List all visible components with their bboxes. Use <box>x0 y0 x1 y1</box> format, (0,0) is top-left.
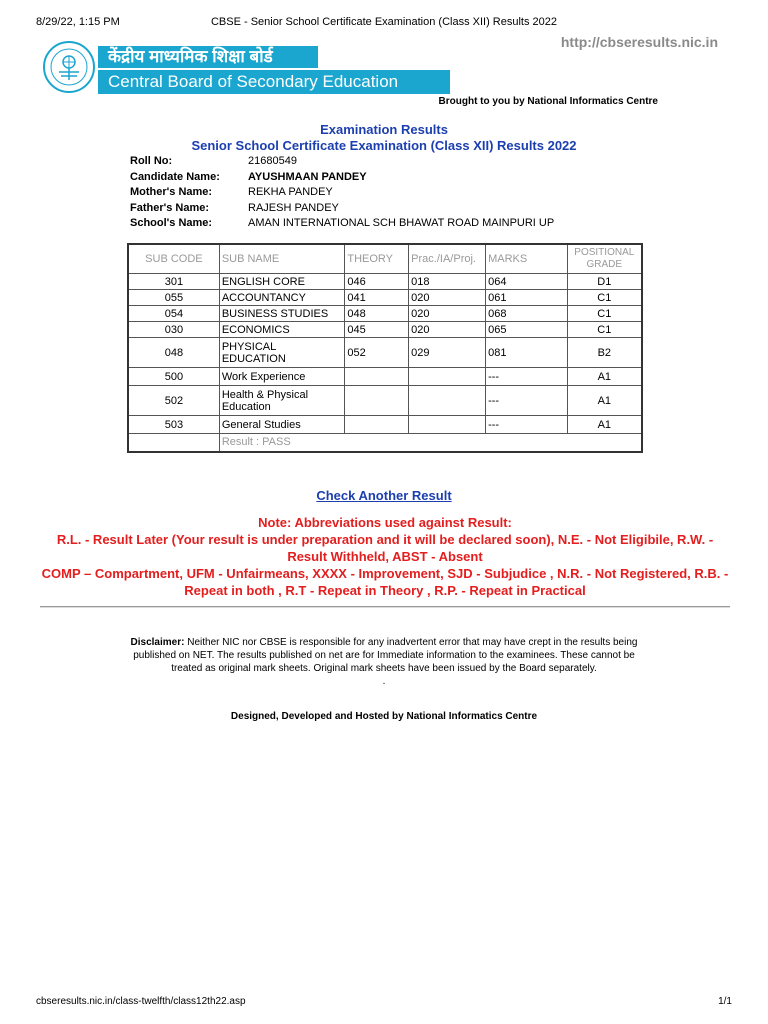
abbreviation-note <box>40 514 730 599</box>
cell-name: Health & Physical Education <box>219 386 345 416</box>
brought-by-text: Brought to you by National Informatics Centre <box>438 96 658 107</box>
disclaimer-text: Neither NIC nor CBSE is responsible for any inadvertent error that may have crept in the results being published on NET. The results published on net are for Immediate information to the examinees. These cannot be treated as original mark sheets. Original mark sheets have been issued by the Board separately. <box>133 637 638 674</box>
cell-name: General Studies <box>219 416 345 434</box>
cell-theory: 041 <box>345 290 409 306</box>
cell-theory: 046 <box>345 274 409 290</box>
footer-url: cbseresults.nic.in/class-twelfth/class12th22.asp <box>36 996 246 1007</box>
cell-code: 502 <box>128 386 219 416</box>
disclaimer-label: Disclaimer: <box>130 637 185 648</box>
cell-marks: 068 <box>486 306 568 322</box>
cell-prac <box>409 368 486 386</box>
candidate-label: Candidate Name: <box>130 171 220 183</box>
table-row <box>128 386 642 416</box>
cell-prac: 020 <box>409 322 486 338</box>
school-label: School's Name: <box>130 217 213 229</box>
cell-code: 503 <box>128 416 219 434</box>
cell-grade: A1 <box>567 386 642 416</box>
note-title: Note: Abbreviations used against Result: <box>258 515 512 530</box>
designed-by: Designed, Developed and Hosted by National Informatics Centre <box>230 711 538 722</box>
cell-name: BUSINESS STUDIES <box>219 306 345 322</box>
cell-code: 301 <box>128 274 219 290</box>
col-sub-code: SUB CODE <box>128 244 219 274</box>
footer-page-number: 1/1 <box>718 996 732 1007</box>
cell-grade: C1 <box>567 322 642 338</box>
cell-marks: 061 <box>486 290 568 306</box>
marks-table <box>127 243 643 453</box>
cell-grade: D1 <box>567 274 642 290</box>
col-sub-name: SUB NAME <box>219 244 345 274</box>
cell-name: ECONOMICS <box>219 322 345 338</box>
cell-theory <box>345 368 409 386</box>
cell-theory: 048 <box>345 306 409 322</box>
board-name-english: Central Board of Secondary Education <box>98 70 450 94</box>
roll-label: Roll No: <box>130 155 173 167</box>
print-datetime: 8/29/22, 1:15 PM <box>36 16 120 28</box>
exam-title: Senior School Certificate Examination (Class XII) Results 2022 <box>191 138 577 153</box>
note-line-2: COMP – Compartment, UFM - Unfairmeans, XXXX - Improvement, SJD - Subjudice , N.R. - Not Registered, R.B. - Repeat in both , R.T - Repeat in Theory , R.P. - Repeat in Practical <box>41 566 729 598</box>
cell-code: 500 <box>128 368 219 386</box>
cell-theory <box>345 386 409 416</box>
table-header-row <box>128 244 642 274</box>
col-marks: MARKS <box>486 244 568 274</box>
cell-marks: --- <box>486 368 568 386</box>
father-value: RAJESH PANDEY <box>248 202 339 214</box>
col-theory: THEORY <box>345 244 409 274</box>
cell-name: Work Experience <box>219 368 345 386</box>
check-another-result-link[interactable]: Check Another Result <box>316 488 452 503</box>
father-label: Father's Name: <box>130 202 210 214</box>
disclaimer <box>126 636 642 688</box>
cell-code: 054 <box>128 306 219 322</box>
cell-prac: 020 <box>409 306 486 322</box>
table-row <box>128 338 642 368</box>
table-row <box>128 306 642 322</box>
table-row <box>128 290 642 306</box>
cell-prac <box>409 386 486 416</box>
cell-marks: 065 <box>486 322 568 338</box>
cell-name: ENGLISH CORE <box>219 274 345 290</box>
cell-prac: 018 <box>409 274 486 290</box>
cell-name: PHYSICAL EDUCATION <box>219 338 345 368</box>
cell-theory: 045 <box>345 322 409 338</box>
mother-label: Mother's Name: <box>130 186 213 198</box>
cell-code: 055 <box>128 290 219 306</box>
note-line-1: R.L. - Result Later (Your result is under preparation and it will be declared soon), N.E. - Not Eligibile, R.W. - Result Withheld, ABST - Absent <box>56 532 714 564</box>
cell-code: 048 <box>128 338 219 368</box>
site-url[interactable]: http://cbseresults.nic.in <box>560 34 718 50</box>
table-row <box>128 416 642 434</box>
results-heading: Examination Results <box>320 122 448 137</box>
cell-marks: --- <box>486 416 568 434</box>
cell-grade: C1 <box>567 290 642 306</box>
cell-grade: C1 <box>567 306 642 322</box>
print-page-title: CBSE - Senior School Certificate Examination (Class XII) Results 2022 <box>210 16 558 28</box>
cell-theory <box>345 416 409 434</box>
result-status: Result : PASS <box>219 434 642 452</box>
cell-grade: B2 <box>567 338 642 368</box>
table-row <box>128 274 642 290</box>
cell-name: ACCOUNTANCY <box>219 290 345 306</box>
school-value: AMAN INTERNATIONAL SCH BHAWAT ROAD MAINPURI UP <box>248 217 555 229</box>
cell-prac <box>409 416 486 434</box>
candidate-value: AYUSHMAAN PANDEY <box>248 171 367 183</box>
board-name-hindi: केंद्रीय माध्यमिक शिक्षा बोर्ड <box>98 46 318 68</box>
result-empty-cell <box>128 434 219 452</box>
cell-theory: 052 <box>345 338 409 368</box>
col-grade: POSITIONAL GRADE <box>567 244 642 274</box>
table-row <box>128 322 642 338</box>
result-row <box>128 434 642 452</box>
disclaimer-dot: . <box>382 676 386 687</box>
roll-value: 21680549 <box>248 155 297 167</box>
cell-code: 030 <box>128 322 219 338</box>
cbse-emblem-icon <box>42 40 96 94</box>
cell-marks: 064 <box>486 274 568 290</box>
cell-marks: --- <box>486 386 568 416</box>
cell-grade: A1 <box>567 416 642 434</box>
cell-marks: 081 <box>486 338 568 368</box>
cell-prac: 020 <box>409 290 486 306</box>
mother-value: REKHA PANDEY <box>248 186 333 198</box>
divider <box>40 606 730 608</box>
cell-grade: A1 <box>567 368 642 386</box>
table-row <box>128 368 642 386</box>
col-practical: Prac./IA/Proj. <box>409 244 486 274</box>
cell-prac: 029 <box>409 338 486 368</box>
